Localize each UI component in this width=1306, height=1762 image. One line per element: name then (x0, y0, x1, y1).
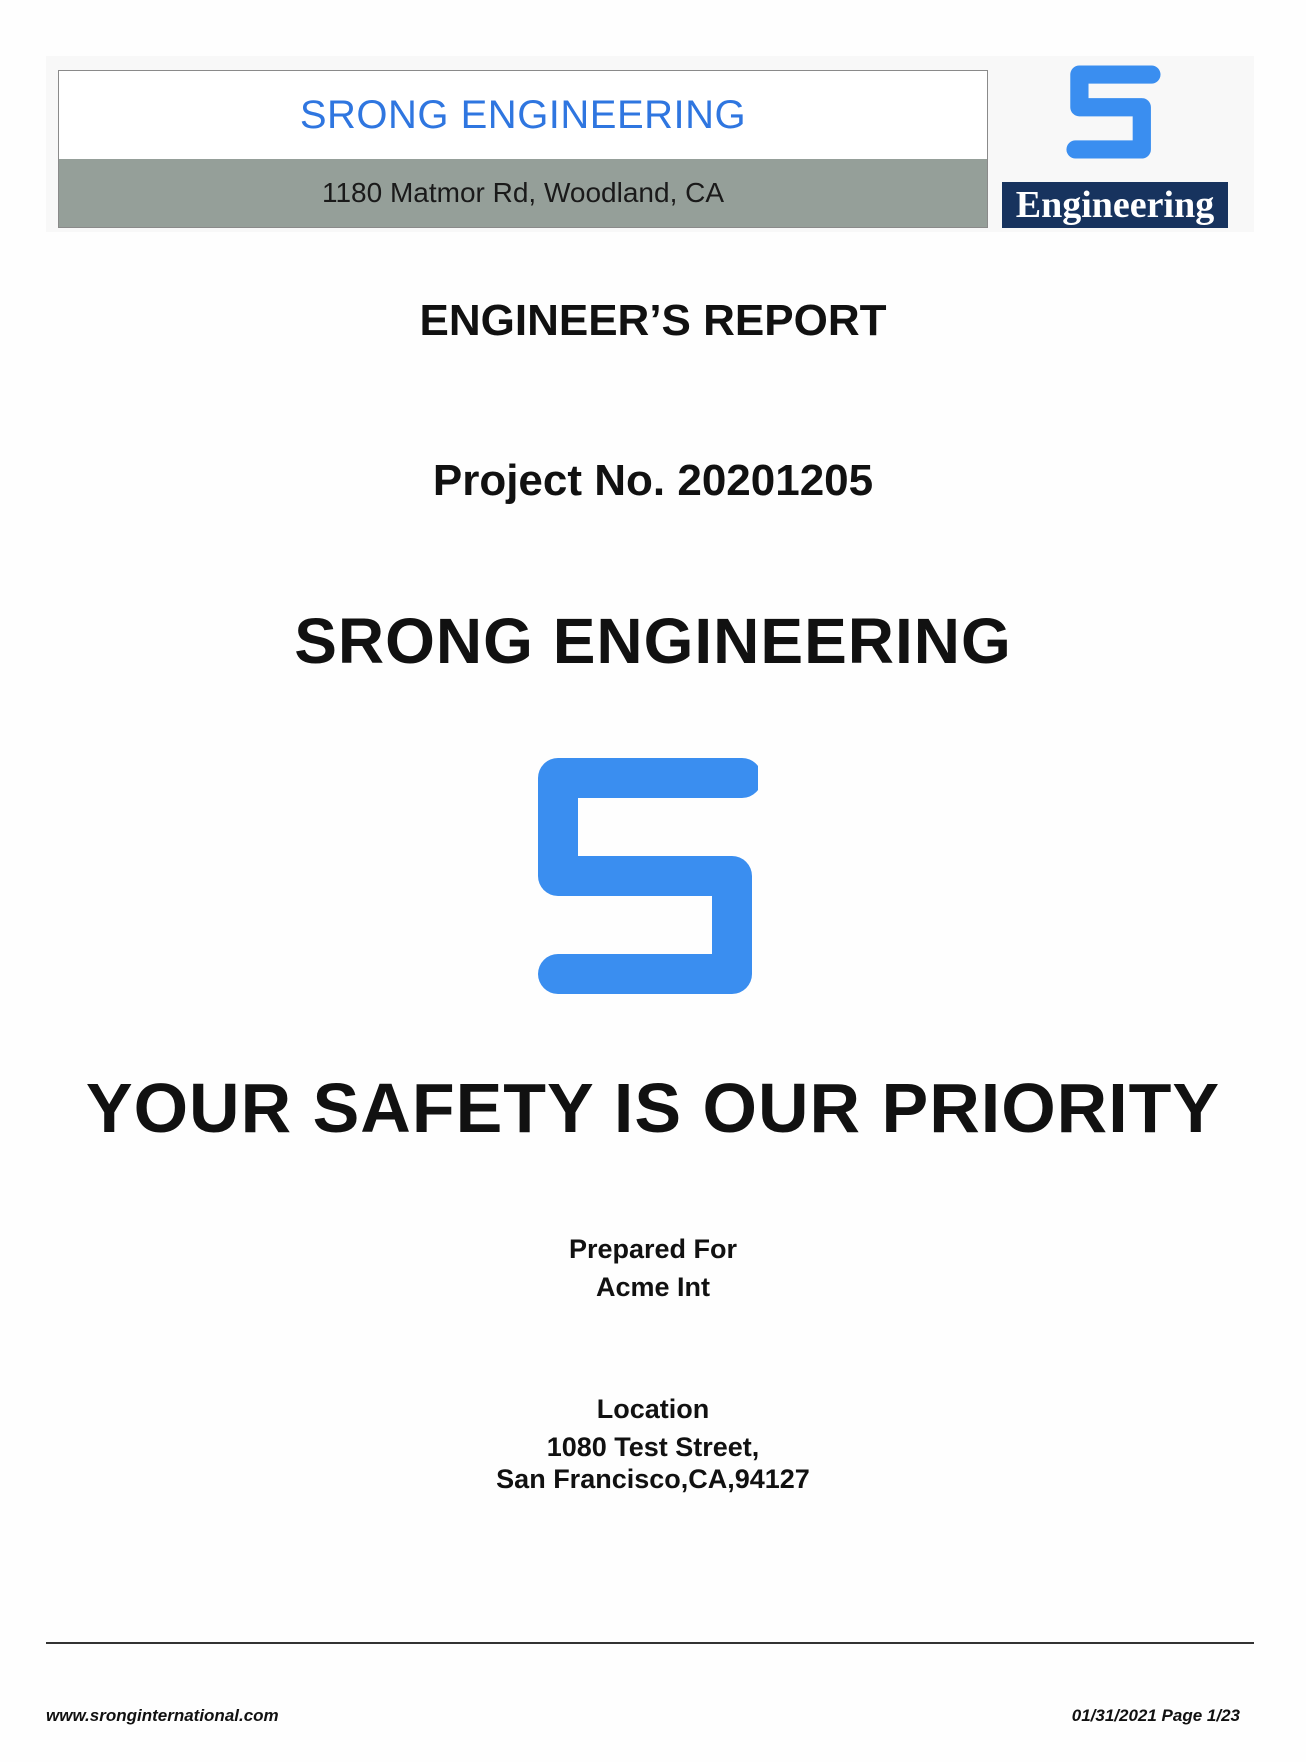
logo-wordmark: Engineering (1002, 182, 1228, 228)
s-logo-large-icon (536, 756, 758, 996)
prepared-for-name: Acme Int (595, 1272, 711, 1302)
letterhead-address: 1180 Matmor Rd, Woodland, CA (59, 159, 987, 227)
location-label: Location (596, 1394, 710, 1424)
project-number: Project No. 20201205 (432, 456, 874, 505)
company-name-heading: SRONG ENGINEERING (294, 605, 1012, 677)
report-title: ENGINEER’S REPORT (419, 296, 887, 345)
footer-website: www.sronginternational.com (46, 1706, 279, 1725)
letterhead-box (58, 70, 988, 228)
prepared-for-label: Prepared For (568, 1234, 738, 1264)
footer-divider (46, 1642, 1254, 1644)
letterhead-company-name: SRONG ENGINEERING (299, 92, 747, 137)
location-street: 1080 Test Street, (546, 1432, 760, 1462)
header-logo (1000, 64, 1232, 230)
footer-page-info: 01/31/2021 Page 1/23 (1071, 1706, 1240, 1725)
safety-tagline: YOUR SAFETY IS OUR PRIORITY (85, 1069, 1221, 1147)
location-city: San Francisco,CA,94127 (496, 1464, 810, 1494)
s-logo-icon (1064, 64, 1162, 160)
